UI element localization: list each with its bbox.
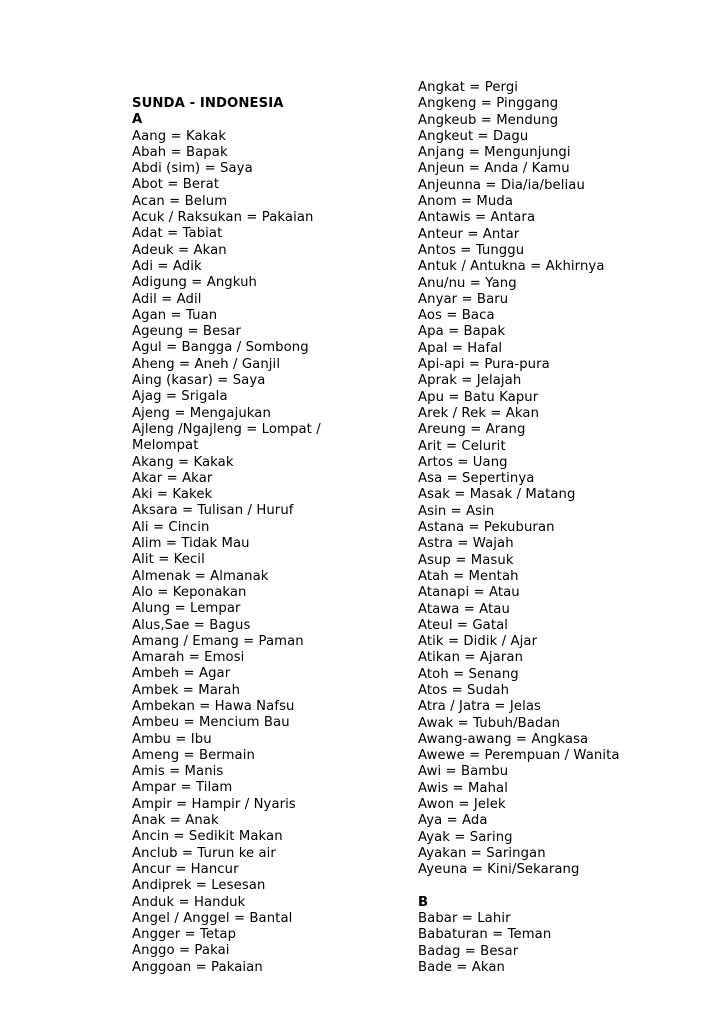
dictionary-entry: Ambek = Marah bbox=[132, 682, 241, 698]
dictionary-entry: Bade = Akan bbox=[418, 960, 506, 976]
dictionary-entry: Anjang = Mengunjungi bbox=[418, 145, 571, 161]
right-column bbox=[418, 80, 718, 976]
dictionary-entry: Ambekan = Hawa Nafsu bbox=[132, 698, 295, 714]
dictionary-entry: Ayakan = Saringan bbox=[418, 845, 546, 861]
section-heading: SUNDA - INDONESIA bbox=[132, 96, 284, 111]
dictionary-entry: Anggoan = Pakaian bbox=[132, 959, 263, 975]
dictionary-entry: Antawis = Antara bbox=[418, 210, 536, 226]
dictionary-entry: Aki = Kakek bbox=[132, 487, 213, 503]
dictionary-entry: Aprak = Jelajah bbox=[418, 373, 522, 389]
dictionary-entry: Atos = Sudah bbox=[418, 682, 510, 698]
dictionary-entry: Adigung = Angkuh bbox=[132, 275, 258, 291]
dictionary-entry: Awewe = Perempuan / Wanita bbox=[418, 748, 620, 764]
dictionary-entry: Akar = Akar bbox=[132, 470, 213, 486]
dictionary-entry: Awang-awang = Angkasa bbox=[418, 731, 589, 747]
dictionary-entry: Ambeu = Mencium Bau bbox=[132, 715, 290, 731]
dictionary-entry: Apa = Bapak bbox=[418, 324, 506, 340]
dictionary-entry: Areung = Arang bbox=[418, 422, 526, 438]
dictionary-entry: Ali = Cincin bbox=[132, 519, 210, 535]
dictionary-entry: Ayak = Saring bbox=[418, 829, 513, 845]
dictionary-entry: Amang / Emang = Paman bbox=[132, 633, 304, 649]
dictionary-entry: Almenak = Almanak bbox=[132, 568, 269, 584]
dictionary-entry: Anyar = Baru bbox=[418, 291, 509, 307]
dictionary-entry: Ambeh = Agar bbox=[132, 666, 231, 682]
dictionary-entry: Arek / Rek = Akan bbox=[418, 405, 540, 421]
dictionary-entry: Awak = Tubuh/Badan bbox=[418, 715, 561, 731]
dictionary-entry: Astra = Wajah bbox=[418, 536, 514, 552]
dictionary-entry: Andiprek = Lesesan bbox=[132, 878, 266, 894]
dictionary-entry: Alo = Keponakan bbox=[132, 584, 247, 600]
dictionary-entry: Abah = Bapak bbox=[132, 144, 228, 160]
dictionary-entry: Atra / Jatra = Jelas bbox=[418, 699, 541, 715]
dictionary-entry: Angel / Anggel = Bantal bbox=[132, 910, 293, 926]
dictionary-entry: Babaturan = Teman bbox=[418, 927, 552, 943]
dictionary-entry: Anak = Anak bbox=[132, 813, 219, 829]
dictionary-entry: Acuk / Raksukan = Pakaian bbox=[132, 210, 314, 226]
blank-line bbox=[418, 879, 718, 895]
dictionary-entry: Anteur = Antar bbox=[418, 226, 520, 242]
dictionary-entry: Anclub = Turun ke air bbox=[132, 845, 276, 861]
dictionary-entry: Ajeng = Mengajukan bbox=[132, 405, 271, 421]
dictionary-entry: Angger = Tetap bbox=[132, 927, 237, 943]
dictionary-entry: Anom = Muda bbox=[418, 194, 514, 210]
dictionary-entry: Alit = Kecil bbox=[132, 552, 205, 568]
dictionary-entry: Ajag = Srigala bbox=[132, 389, 228, 405]
dictionary-entry: Aos = Baca bbox=[418, 308, 495, 324]
dictionary-entry: Angkeub = Mendung bbox=[418, 112, 559, 128]
dictionary-entry: Abot = Berat bbox=[132, 177, 220, 193]
dictionary-entry: Ancur = Hancur bbox=[132, 861, 239, 877]
dictionary-entry: Aya = Ada bbox=[418, 813, 488, 829]
dictionary-entry: Asa = Sepertinya bbox=[418, 471, 535, 487]
dictionary-entry: Ambu = Ibu bbox=[132, 731, 212, 747]
dictionary-entry: Anjeun = Anda / Kamu bbox=[418, 161, 570, 177]
dictionary-entry: Adi = Adik bbox=[132, 258, 202, 274]
dictionary-entry: Asak = Masak / Matang bbox=[418, 487, 576, 503]
dictionary-entry: Aang = Kakak bbox=[132, 128, 227, 144]
dictionary-entry: Amarah = Emosi bbox=[132, 650, 245, 666]
dictionary-entry: Atikan = Ajaran bbox=[418, 650, 524, 666]
dictionary-entry: Ateul = Gatal bbox=[418, 617, 509, 633]
dictionary-entry: Anduk = Handuk bbox=[132, 894, 246, 910]
dictionary-entry: Alus,Sae = Bagus bbox=[132, 617, 251, 633]
dictionary-entry: Anjeunna = Dia/ia/beliau bbox=[418, 177, 585, 193]
dictionary-entry: Adat = Tabiat bbox=[132, 226, 223, 242]
dictionary-entry: Atanapi = Atau bbox=[418, 585, 520, 601]
dictionary-entry: Babar = Lahir bbox=[418, 911, 511, 927]
dictionary-entry: Antuk / Antukna = Akhirnya bbox=[418, 259, 605, 275]
dictionary-entry: Badag = Besar bbox=[418, 943, 519, 959]
dictionary-entry: Agan = Tuan bbox=[132, 307, 218, 323]
dictionary-entry: Ajleng /Ngajleng = Lompat / bbox=[132, 421, 321, 437]
dictionary-entry: Alung = Lempar bbox=[132, 601, 241, 617]
dictionary-entry: Amis = Manis bbox=[132, 764, 224, 780]
dictionary-entry: Anu/nu = Yang bbox=[418, 275, 517, 291]
dictionary-entry: Ampir = Hampir / Nyaris bbox=[132, 796, 296, 812]
dictionary-entry: Artos = Uang bbox=[418, 454, 508, 470]
dictionary-entry: Awis = Mahal bbox=[418, 780, 509, 796]
dictionary-entry: Api-api = Pura-pura bbox=[418, 357, 550, 373]
dictionary-entry: Ampar = Tilam bbox=[132, 780, 233, 796]
dictionary-entry: Asin = Asin bbox=[418, 503, 495, 519]
dictionary-entry: Ancin = Sedikit Makan bbox=[132, 829, 283, 845]
dictionary-entry: Alim = Tidak Mau bbox=[132, 536, 250, 552]
dictionary-entry: Awon = Jelek bbox=[418, 797, 506, 813]
dictionary-entry: Adil = Adil bbox=[132, 291, 202, 307]
section-heading: A bbox=[132, 112, 143, 128]
dictionary-entry: Melompat bbox=[132, 438, 199, 454]
dictionary-entry: Atah = Mentah bbox=[418, 568, 519, 584]
dictionary-entry: Anggo = Pakai bbox=[132, 943, 230, 959]
dictionary-entry: Angkeng = Pinggang bbox=[418, 96, 559, 112]
dictionary-entry: Awi = Bambu bbox=[418, 764, 509, 780]
dictionary-entry: Agul = Bangga / Sombong bbox=[132, 340, 309, 356]
dictionary-entry: Angkat = Pergi bbox=[418, 80, 519, 95]
dictionary-entry: Atik = Didik / Ajar bbox=[418, 634, 538, 650]
dictionary-entry: Aksara = Tulisan / Huruf bbox=[132, 503, 294, 519]
dictionary-entry: Aing (kasar) = Saya bbox=[132, 373, 266, 389]
dictionary-entry: Ayeuna = Kini/Sekarang bbox=[418, 862, 580, 878]
dictionary-entry: Antos = Tunggu bbox=[418, 242, 525, 258]
section-heading: B bbox=[418, 894, 429, 910]
dictionary-entry: Abdi (sim) = Saya bbox=[132, 161, 253, 177]
dictionary-entry: Apu = Batu Kapur bbox=[418, 389, 539, 405]
dictionary-entry: Atawa = Atau bbox=[418, 601, 510, 617]
dictionary-entry: Asup = Masuk bbox=[418, 552, 514, 568]
dictionary-entry: Ameng = Bermain bbox=[132, 747, 255, 763]
dictionary-entry: Arit = Celurit bbox=[418, 438, 506, 454]
left-column bbox=[132, 96, 402, 976]
dictionary-entry: Acan = Belum bbox=[132, 193, 228, 209]
dictionary-entry: Ageung = Besar bbox=[132, 324, 241, 340]
dictionary-entry: Apal = Hafal bbox=[418, 340, 503, 356]
dictionary-entry: Akang = Kakak bbox=[132, 454, 234, 470]
dictionary-entry: Astana = Pekuburan bbox=[418, 520, 555, 536]
dictionary-entry: Aheng = Aneh / Ganjil bbox=[132, 356, 281, 372]
dictionary-entry: Atoh = Senang bbox=[418, 666, 519, 682]
dictionary-entry: Adeuk = Akan bbox=[132, 242, 227, 258]
dictionary-entry: Angkeut = Dagu bbox=[418, 128, 529, 144]
